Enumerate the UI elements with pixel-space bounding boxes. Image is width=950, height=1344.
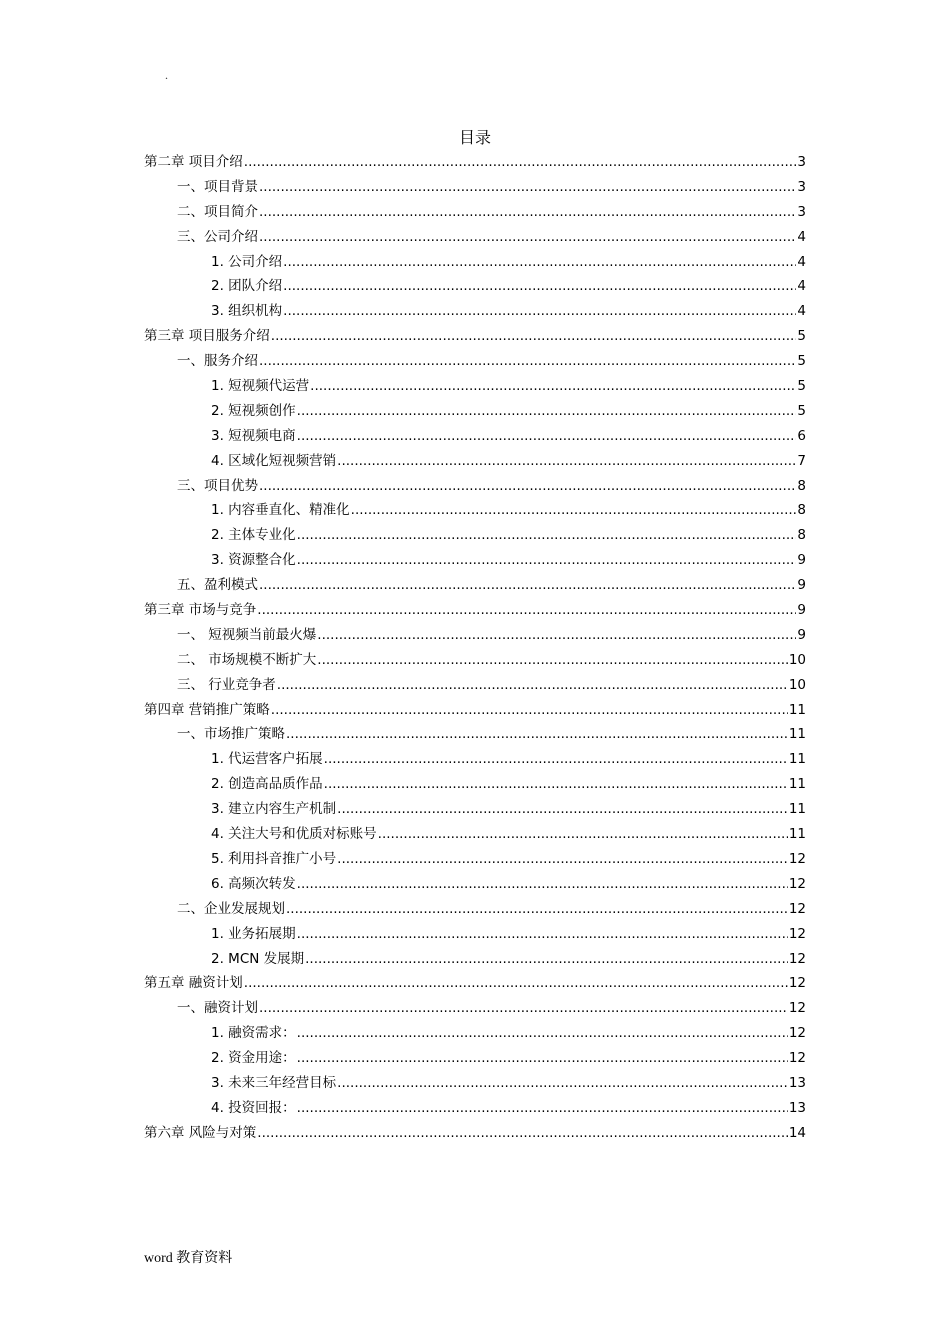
toc-entry-label: 4. 投资回报： [211,1099,296,1116]
toc-entry[interactable] [144,673,806,698]
toc-leader-dots [337,797,788,822]
toc-entry-page-number: 11 [788,701,806,718]
toc-entry[interactable] [144,947,806,972]
toc-entry-label: 一、项目背景 [177,178,258,195]
toc-entry-page-number: 12 [788,950,806,967]
toc-entry[interactable] [144,623,806,648]
toc-entry-label: 3. 短视频电商 [211,427,296,444]
toc-leader-dots [277,673,788,698]
toc-leader-dots [297,548,797,573]
toc-leader-dots [305,947,788,972]
toc-entry-page-number: 4 [797,278,806,295]
toc-entry-label: 一、市场推广策略 [177,726,285,743]
toc-entry[interactable] [144,1021,806,1046]
toc-entry-page-number: 11 [788,751,806,768]
toc-entry-page-number: 12 [788,1050,806,1067]
toc-entry[interactable] [144,698,806,723]
toc-entry-label: 第六章 风险与对策 [144,1124,257,1141]
toc-entry[interactable] [144,349,806,374]
toc-entry-page-number: 5 [797,328,806,345]
toc-leader-dots [259,996,788,1021]
toc-leader-dots [283,274,796,299]
toc-entry[interactable] [144,772,806,797]
toc-entry-label: 2. 团队介绍 [211,278,283,295]
toc-entry-page-number: 4 [797,303,806,320]
toc-entry[interactable] [144,747,806,772]
toc-entry-label: 一、服务介绍 [177,353,258,370]
toc-entry[interactable] [144,1121,806,1146]
toc-leader-dots [271,698,788,723]
toc-entry[interactable] [144,374,806,399]
toc-entry[interactable] [144,897,806,922]
toc-entry-label: 2. 资金用途： [211,1050,296,1067]
toc-leader-dots [286,897,788,922]
toc-entry-page-number: 12 [788,975,806,992]
toc-entry-page-number: 11 [788,776,806,793]
toc-entry-page-number: 12 [788,850,806,867]
toc-entry[interactable] [144,1046,806,1071]
toc-leader-dots [259,349,796,374]
toc-entry-page-number: 13 [788,1074,806,1091]
toc-leader-dots [297,399,797,424]
toc-entry[interactable] [144,175,806,200]
toc-leader-dots [257,598,796,623]
toc-entry-label: 一、融资计划 [177,1000,258,1017]
toc-leader-dots [337,847,788,872]
toc-entry-page-number: 12 [788,1025,806,1042]
toc-entry-page-number: 14 [788,1124,806,1141]
toc-entry-page-number: 4 [797,228,806,245]
table-of-contents [144,150,806,1146]
toc-entry[interactable] [144,648,806,673]
toc-leader-dots [337,449,796,474]
toc-entry-page-number: 10 [788,676,806,693]
toc-leader-dots [257,1121,788,1146]
toc-entry[interactable] [144,1071,806,1096]
toc-title: 目录 [458,128,491,147]
toc-entry-label: 4. 关注大号和优质对标账号 [211,826,377,843]
toc-entry-page-number: 12 [788,925,806,942]
toc-entry-page-number: 8 [797,477,806,494]
toc-entry[interactable] [144,722,806,747]
toc-entry-label: 2. 创造高品质作品 [211,776,323,793]
toc-entry-label: 2. MCN 发展期 [211,950,305,967]
toc-entry-label: 2. 短视频创作 [211,402,296,419]
toc-entry[interactable] [144,971,806,996]
toc-entry-label: 第四章 营销推广策略 [144,701,270,718]
toc-entry[interactable] [144,150,806,175]
toc-entry[interactable] [144,225,806,250]
toc-entry-label: 一、 短视频当前最火爆 [177,626,317,643]
toc-leader-dots [286,722,788,747]
toc-entry-page-number: 11 [788,826,806,843]
toc-entry-page-number: 11 [788,726,806,743]
toc-entry[interactable] [144,274,806,299]
toc-entry-label: 3. 资源整合化 [211,552,296,569]
header-mark: . [165,68,168,82]
toc-entry[interactable] [144,548,806,573]
toc-leader-dots [271,324,797,349]
toc-leader-dots [244,971,788,996]
toc-entry-label: 1. 业务拓展期 [211,925,296,942]
toc-leader-dots [297,424,797,449]
toc-entry[interactable] [144,200,806,225]
toc-leader-dots [259,225,796,250]
toc-entry[interactable] [144,498,806,523]
toc-entry-page-number: 9 [797,626,806,643]
toc-leader-dots [297,872,788,897]
toc-entry[interactable] [144,299,806,324]
toc-entry-page-number: 12 [788,875,806,892]
toc-leader-dots [297,523,797,548]
toc-entry-label: 二、企业发展规划 [177,900,285,917]
toc-leader-dots [297,922,788,947]
toc-entry-label: 6. 高频次转发 [211,875,296,892]
toc-leader-dots [310,374,796,399]
toc-leader-dots [351,498,797,523]
toc-entry-label: 三、公司介绍 [177,228,258,245]
toc-entry-page-number: 5 [797,402,806,419]
toc-leader-dots [337,1071,788,1096]
toc-entry-label: 第五章 融资计划 [144,975,243,992]
toc-entry-label: 三、项目优势 [177,477,258,494]
toc-entry[interactable] [144,424,806,449]
toc-entry-label: 三、 行业竞争者 [177,676,276,693]
toc-entry-label: 第三章 项目服务介绍 [144,328,270,345]
toc-entry-label: 5. 利用抖音推广小号 [211,850,337,867]
toc-entry[interactable] [144,523,806,548]
toc-entry-page-number: 13 [788,1099,806,1116]
toc-entry[interactable] [144,598,806,623]
toc-entry-label: 3. 建立内容生产机制 [211,801,337,818]
toc-leader-dots [324,747,788,772]
toc-leader-dots [324,772,788,797]
toc-entry[interactable] [144,474,806,499]
toc-entry[interactable] [144,996,806,1021]
toc-entry[interactable] [144,449,806,474]
toc-leader-dots [297,1046,788,1071]
toc-entry-page-number: 8 [797,502,806,519]
toc-entry[interactable] [144,922,806,947]
toc-entry-label: 五、盈利模式 [177,577,258,594]
toc-entry[interactable] [144,399,806,424]
toc-leader-dots [297,1096,788,1121]
toc-entry-label: 4. 区域化短视频营销 [211,452,337,469]
footer-text: word 教育资料 [144,1251,233,1266]
toc-entry[interactable] [144,797,806,822]
toc-entry[interactable] [144,324,806,349]
toc-entry-label: 3. 组织机构 [211,303,283,320]
toc-entry-page-number: 9 [797,552,806,569]
toc-entry-label: 1. 短视频代运营 [211,378,310,395]
toc-entry-page-number: 5 [797,353,806,370]
toc-leader-dots [317,648,788,673]
toc-leader-dots [378,822,788,847]
toc-entry-label: 第二章 项目介绍 [144,154,243,170]
toc-entry[interactable] [144,1096,806,1121]
toc-leader-dots [283,250,796,275]
toc-entry-page-number: 12 [788,900,806,917]
toc-leader-dots [283,299,796,324]
toc-entry[interactable] [144,872,806,897]
toc-entry-page-number: 9 [797,602,806,619]
toc-leader-dots [259,200,796,225]
toc-leader-dots [259,573,796,598]
toc-entry-page-number: 11 [788,801,806,818]
toc-entry-label: 二、 市场规模不断扩大 [177,651,317,668]
toc-entry-page-number: 12 [788,1000,806,1017]
toc-entry-label: 1. 融资需求： [211,1025,296,1042]
toc-entry-page-number: 5 [797,378,806,395]
toc-entry-page-number: 3 [797,154,806,170]
toc-entry-page-number: 7 [797,452,806,469]
toc-entry-page-number: 6 [797,427,806,444]
toc-leader-dots [259,474,796,499]
toc-entry[interactable] [144,822,806,847]
toc-entry[interactable] [144,250,806,275]
toc-entry-page-number: 4 [797,253,806,270]
toc-entry-page-number: 9 [797,577,806,594]
toc-entry[interactable] [144,573,806,598]
toc-entry-page-number: 3 [797,178,806,195]
toc-entry-label: 二、项目简介 [177,203,258,220]
toc-entry-label: 3. 未来三年经营目标 [211,1074,337,1091]
toc-entry-page-number: 8 [797,527,806,544]
toc-entry-page-number: 10 [788,651,806,668]
toc-leader-dots [259,175,796,200]
toc-leader-dots [244,150,797,175]
toc-entry-label: 1. 内容垂直化、精准化 [211,502,350,519]
toc-entry-label: 2. 主体专业化 [211,527,296,544]
toc-leader-dots [317,623,796,648]
toc-entry[interactable] [144,847,806,872]
toc-entry-label: 1. 代运营客户拓展 [211,751,323,768]
toc-entry-label: 第三章 市场与竞争 [144,602,257,619]
toc-entry-page-number: 3 [797,203,806,220]
toc-leader-dots [297,1021,788,1046]
toc-entry-label: 1. 公司介绍 [211,253,283,270]
